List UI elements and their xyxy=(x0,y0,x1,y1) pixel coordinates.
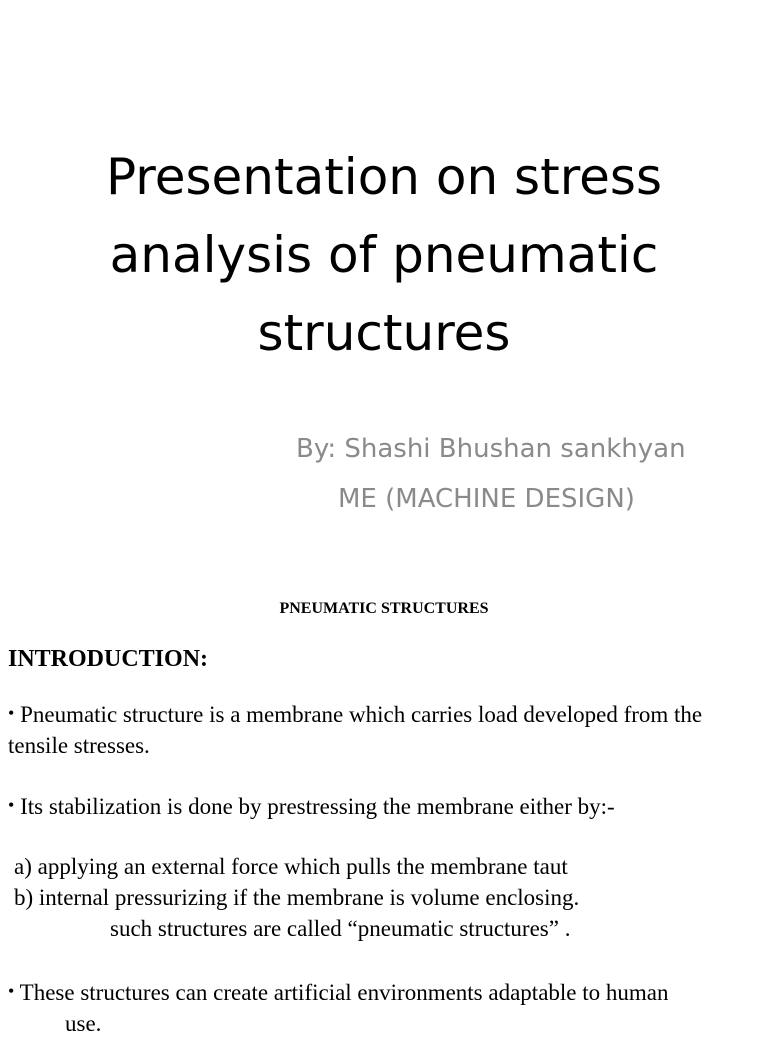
bullet-icon: • xyxy=(8,981,15,1001)
option-b: b) internal pressurizing if the membrane is volume enclosing. xyxy=(14,885,580,910)
author-degree: ME (MACHINE DESIGN) xyxy=(338,484,635,514)
bullet-icon: • xyxy=(8,795,15,815)
introduction-heading: INTRODUCTION: xyxy=(8,646,209,672)
presentation-title xyxy=(0,138,768,372)
bullet-point-1 xyxy=(8,698,760,761)
option-b-continued: such structures are called “pneumatic structures” . xyxy=(110,916,571,941)
bullet-point-3-text: These structures can create artificial environments adaptable to human xyxy=(19,980,669,1005)
option-a: a) applying an external force which pulls the membrane taut xyxy=(14,854,568,879)
title-line-2: analysis of pneumatic xyxy=(109,226,659,284)
intro-slide xyxy=(0,580,768,1036)
section-heading: PNEUMATIC STRUCTURES xyxy=(279,600,489,617)
title-line-3: structures xyxy=(257,304,511,362)
bullet-point-2 xyxy=(8,790,760,822)
bullet-point-1-text: Pneumatic structure is a membrane which carries load developed from the tensile stresses. xyxy=(8,702,703,758)
bullet-icon: • xyxy=(8,703,15,723)
bullet-point-2-text: Its stabilization is done by prestressing the membrane either by:- xyxy=(20,794,615,819)
title-line-1: Presentation on stress xyxy=(105,148,663,206)
author-name: By: Shashi Bhushan sankhyan xyxy=(296,434,686,464)
bullet-point-3-continued: use. xyxy=(65,1011,102,1036)
bullet-point-3 xyxy=(8,976,760,1039)
